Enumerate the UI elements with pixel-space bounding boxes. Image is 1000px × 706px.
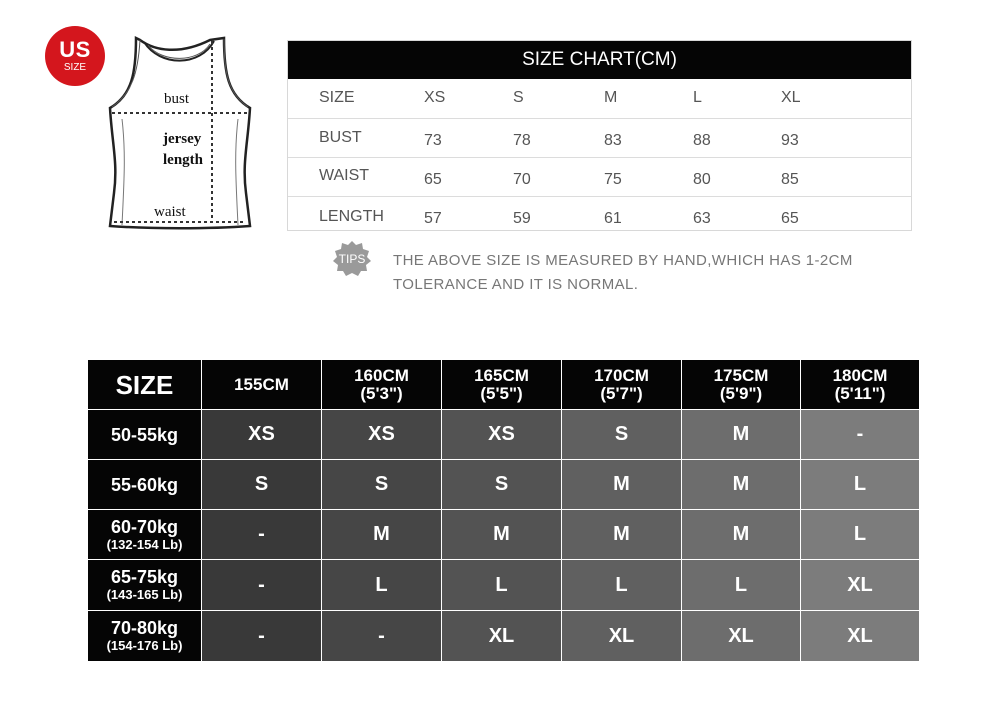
size-cell: L [801, 510, 919, 559]
table-cell: 63 [693, 210, 711, 227]
size-cell: - [202, 560, 321, 610]
table-cell: 78 [513, 132, 531, 149]
size-cell: - [202, 510, 321, 559]
height-header [682, 360, 800, 409]
size-cell: XL [682, 611, 800, 661]
height-cm: 175CM [713, 365, 769, 385]
jersey-label: jersey [163, 131, 202, 147]
size-cell: M [562, 460, 681, 509]
size-cell: M [322, 510, 441, 559]
height-header [801, 360, 919, 409]
height-ft: (5'7") [600, 383, 643, 403]
header-cell: S [513, 89, 524, 106]
header-cell: XS [424, 89, 446, 106]
weight-lb: (154-176 Lb) [106, 638, 183, 653]
weight-kg: 55-60kg [110, 474, 179, 495]
bust-label: bust [164, 91, 190, 107]
size-cell: L [682, 560, 800, 610]
size-cell: - [801, 410, 919, 459]
size-cell: - [202, 611, 321, 661]
weight-kg: 70-80kg [110, 618, 179, 638]
tank-top-diagram [100, 33, 260, 233]
size-cell: XL [562, 611, 681, 661]
table-cell: 65 [424, 171, 442, 188]
size-cell: XL [801, 611, 919, 661]
size-cell: L [801, 460, 919, 509]
weight-kg: 65-75kg [110, 567, 179, 587]
table-cell: 61 [604, 210, 622, 227]
height-cm: 155CM [234, 374, 289, 394]
table-cell: 85 [781, 171, 799, 188]
height-ft: (5'5") [480, 383, 523, 403]
size-cell: L [322, 560, 441, 610]
size-cell: M [682, 510, 800, 559]
table-row [288, 118, 911, 156]
row-label: LENGTH [319, 208, 384, 225]
table-row [288, 196, 911, 231]
header-cell: SIZE [319, 89, 355, 106]
table-cell: 65 [781, 210, 799, 227]
weight-lb: (143-165 Lb) [106, 587, 183, 602]
size-cell: M [562, 510, 681, 559]
tips-line-1: THE ABOVE SIZE IS MEASURED BY HAND,WHICH HAS 1-2CM [393, 252, 853, 269]
size-cell: M [682, 410, 800, 459]
badge-sub: SIZE [63, 61, 87, 73]
weight-header [88, 611, 201, 661]
size-cell: - [322, 611, 441, 661]
size-chart-title: SIZE CHART(CM) [288, 41, 911, 79]
corner-header: SIZE [88, 360, 201, 409]
height-header [202, 360, 321, 409]
height-cm: 165CM [474, 365, 529, 385]
row-label: BUST [319, 129, 362, 146]
tips-icon [331, 239, 373, 277]
weight-header [88, 460, 201, 509]
tips-note [393, 249, 933, 297]
table-cell: 70 [513, 171, 531, 188]
length-label: length [163, 152, 204, 168]
size-cell: S [322, 460, 441, 509]
table-cell: 83 [604, 132, 622, 149]
tips-icon-label: TIPS [338, 252, 366, 266]
size-cell: S [442, 460, 561, 509]
size-cell: L [442, 560, 561, 610]
height-header [322, 360, 441, 409]
table-cell: 73 [424, 132, 442, 149]
header-cell: M [604, 89, 618, 106]
header-cell: XL [781, 89, 801, 106]
table-cell: 88 [693, 132, 711, 149]
weight-header [88, 560, 201, 610]
table-cell: 57 [424, 210, 442, 227]
table-row [288, 157, 911, 195]
weight-header [88, 410, 201, 459]
weight-header [88, 510, 201, 559]
height-cm: 160CM [354, 365, 409, 385]
row-label: WAIST [319, 167, 370, 184]
height-header [562, 360, 681, 409]
height-ft: (5'11") [834, 383, 886, 403]
size-cell: S [562, 410, 681, 459]
weight-kg: 60-70kg [110, 516, 179, 537]
height-header [442, 360, 561, 409]
table-cell: 80 [693, 171, 711, 188]
size-cell: XL [801, 560, 919, 610]
height-weight-size-table [88, 360, 913, 656]
us-size-badge [45, 26, 105, 86]
header-cell: L [693, 89, 702, 106]
size-cell: XS [322, 410, 441, 459]
table-cell: 75 [604, 171, 622, 188]
size-cell: XS [442, 410, 561, 459]
size-cell: S [202, 460, 321, 509]
size-cell: XL [442, 611, 561, 661]
size-cell: M [442, 510, 561, 559]
height-cm: 180CM [832, 365, 888, 385]
badge-main: US [59, 36, 91, 62]
tips-line-2: TOLERANCE AND IT IS NORMAL. [393, 276, 639, 293]
size-chart-cm [287, 40, 912, 231]
weight-kg: 50-55kg [110, 424, 179, 445]
weight-lb: (132-154 Lb) [106, 536, 183, 552]
height-ft: (5'3") [360, 383, 403, 403]
table-cell: 93 [781, 132, 799, 149]
size-cell: XS [202, 410, 321, 459]
table-row [288, 79, 911, 117]
waist-label: waist [154, 204, 186, 220]
table-cell: 59 [513, 210, 531, 227]
height-ft: (5'9") [719, 383, 763, 403]
size-cell: M [682, 460, 800, 509]
size-cell: L [562, 560, 681, 610]
height-cm: 170CM [594, 365, 649, 385]
